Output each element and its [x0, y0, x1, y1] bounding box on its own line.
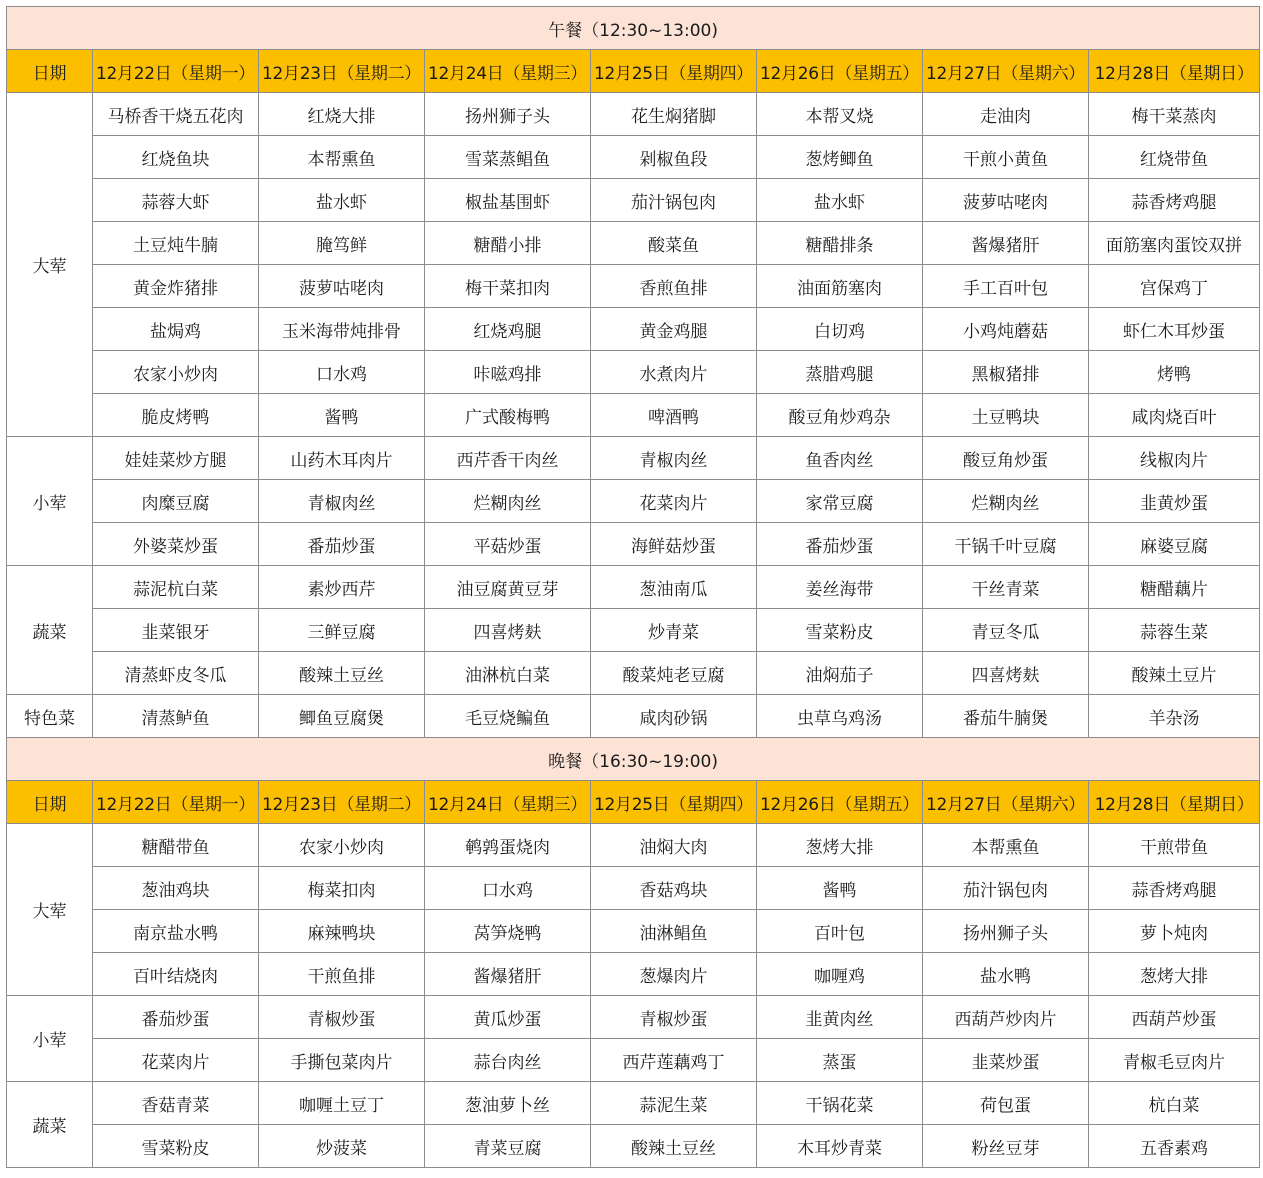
dish-cell: 油焖茄子 — [757, 652, 923, 695]
dish-cell: 酸辣土豆丝 — [259, 652, 425, 695]
menu-row — [7, 824, 1260, 867]
dish-cell: 西芹香干肉丝 — [425, 437, 591, 480]
dish-cell: 手撕包菜肉片 — [259, 1039, 425, 1082]
dish-cell: 番茄炒蛋 — [757, 523, 923, 566]
date-header-cell: 12月22日（星期一） — [93, 781, 259, 824]
dish-cell: 西葫芦炒肉片 — [923, 996, 1089, 1039]
dish-cell: 平菇炒蛋 — [425, 523, 591, 566]
dish-cell: 娃娃菜炒方腿 — [93, 437, 259, 480]
dish-cell: 黄金鸡腿 — [591, 308, 757, 351]
menu-row — [7, 996, 1260, 1039]
dish-cell: 椒盐基围虾 — [425, 179, 591, 222]
dish-cell: 咔嗞鸡排 — [425, 351, 591, 394]
category-label: 蔬菜 — [7, 1082, 93, 1168]
date-label: 日期 — [7, 50, 93, 93]
dish-cell: 糖醋排条 — [757, 222, 923, 265]
dish-cell: 水煮肉片 — [591, 351, 757, 394]
menu-row — [7, 523, 1260, 566]
category-label: 大荤 — [7, 93, 93, 437]
dish-cell: 黄瓜炒蛋 — [425, 996, 591, 1039]
date-header-cell: 12月27日（星期六） — [923, 50, 1089, 93]
dish-cell: 青菜豆腐 — [425, 1125, 591, 1168]
menu-row — [7, 1039, 1260, 1082]
dish-cell: 清蒸虾皮冬瓜 — [93, 652, 259, 695]
dinner-title: 晚餐（16:30~19:00) — [7, 738, 1260, 781]
dish-cell: 雪菜粉皮 — [757, 609, 923, 652]
dish-cell: 糖醋小排 — [425, 222, 591, 265]
dish-cell: 葱烤大排 — [1089, 953, 1260, 996]
dish-cell: 青椒肉丝 — [591, 437, 757, 480]
dish-cell: 小鸡炖蘑菇 — [923, 308, 1089, 351]
dish-cell: 清蒸鲈鱼 — [93, 695, 259, 738]
dish-cell: 黑椒猪排 — [923, 351, 1089, 394]
dish-cell: 花生焖猪脚 — [591, 93, 757, 136]
dish-cell: 手工百叶包 — [923, 265, 1089, 308]
dish-cell: 农家小炒肉 — [93, 351, 259, 394]
dish-cell: 酸豆角炒鸡杂 — [757, 394, 923, 437]
menu-row — [7, 652, 1260, 695]
dish-cell: 糖醋带鱼 — [93, 824, 259, 867]
dish-cell: 百叶包 — [757, 910, 923, 953]
dish-cell: 萝卜炖肉 — [1089, 910, 1260, 953]
dish-cell: 鱼香肉丝 — [757, 437, 923, 480]
lunch-title-row — [7, 7, 1260, 50]
date-header-cell: 12月22日（星期一） — [93, 50, 259, 93]
dish-cell: 咸肉烧百叶 — [1089, 394, 1260, 437]
date-header-cell: 12月26日（星期五） — [757, 50, 923, 93]
menu-row — [7, 394, 1260, 437]
menu-row — [7, 566, 1260, 609]
dish-cell: 青豆冬瓜 — [923, 609, 1089, 652]
dish-cell: 玉米海带炖排骨 — [259, 308, 425, 351]
lunch-title: 午餐（12:30~13:00) — [7, 7, 1260, 50]
dish-cell: 扬州狮子头 — [923, 910, 1089, 953]
dish-cell: 海鲜菇炒蛋 — [591, 523, 757, 566]
dish-cell: 咖喱鸡 — [757, 953, 923, 996]
menu-row — [7, 609, 1260, 652]
menu-row — [7, 136, 1260, 179]
dish-cell: 雪菜粉皮 — [93, 1125, 259, 1168]
menu-row — [7, 695, 1260, 738]
date-header-cell: 12月23日（星期二） — [259, 50, 425, 93]
dish-cell: 韭黄炒蛋 — [1089, 480, 1260, 523]
dish-cell: 宫保鸡丁 — [1089, 265, 1260, 308]
dish-cell: 鹌鹑蛋烧肉 — [425, 824, 591, 867]
dish-cell: 口水鸡 — [259, 351, 425, 394]
menu-row — [7, 265, 1260, 308]
dish-cell: 西葫芦炒蛋 — [1089, 996, 1260, 1039]
dish-cell: 外婆菜炒蛋 — [93, 523, 259, 566]
dish-cell: 盐焗鸡 — [93, 308, 259, 351]
menu-row — [7, 93, 1260, 136]
dish-cell: 番茄牛腩煲 — [923, 695, 1089, 738]
menu-row — [7, 953, 1260, 996]
menu-row — [7, 308, 1260, 351]
dish-cell: 红烧大排 — [259, 93, 425, 136]
lunch-date-header — [7, 50, 1260, 93]
dish-cell: 蒜蓉大虾 — [93, 179, 259, 222]
dish-cell: 酸豆角炒蛋 — [923, 437, 1089, 480]
dish-cell: 咸肉砂锅 — [591, 695, 757, 738]
dish-cell: 香菇鸡块 — [591, 867, 757, 910]
dish-cell: 南京盐水鸭 — [93, 910, 259, 953]
dish-cell: 酱鸭 — [757, 867, 923, 910]
dish-cell: 香菇青菜 — [93, 1082, 259, 1125]
date-header-cell: 12月28日（星期日） — [1089, 781, 1260, 824]
dish-cell: 花菜肉片 — [591, 480, 757, 523]
dish-cell: 蒜泥生菜 — [591, 1082, 757, 1125]
dish-cell: 梅干菜扣肉 — [425, 265, 591, 308]
dish-cell: 虫草乌鸡汤 — [757, 695, 923, 738]
menu-row — [7, 179, 1260, 222]
dish-cell: 酸辣土豆片 — [1089, 652, 1260, 695]
dish-cell: 葱烤大排 — [757, 824, 923, 867]
dish-cell: 番茄炒蛋 — [93, 996, 259, 1039]
dish-cell: 姜丝海带 — [757, 566, 923, 609]
dish-cell: 本帮熏鱼 — [923, 824, 1089, 867]
dish-cell: 线椒肉片 — [1089, 437, 1260, 480]
dish-cell: 糖醋藕片 — [1089, 566, 1260, 609]
dish-cell: 粉丝豆芽 — [923, 1125, 1089, 1168]
category-label: 小荤 — [7, 437, 93, 566]
dish-cell: 雪菜蒸鲳鱼 — [425, 136, 591, 179]
dish-cell: 青椒炒蛋 — [591, 996, 757, 1039]
dish-cell: 蒜泥杭白菜 — [93, 566, 259, 609]
category-label: 大荤 — [7, 824, 93, 996]
dish-cell: 红烧带鱼 — [1089, 136, 1260, 179]
dish-cell: 面筋塞肉蛋饺双拼 — [1089, 222, 1260, 265]
dish-cell: 蒜香烤鸡腿 — [1089, 867, 1260, 910]
date-header-cell: 12月28日（星期日） — [1089, 50, 1260, 93]
dish-cell: 韭菜银牙 — [93, 609, 259, 652]
dish-cell: 土豆炖牛腩 — [93, 222, 259, 265]
dish-cell: 油豆腐黄豆芽 — [425, 566, 591, 609]
date-header-cell: 12月24日（星期三） — [425, 781, 591, 824]
dish-cell: 茄汁锅包肉 — [923, 867, 1089, 910]
dish-cell: 梅菜扣肉 — [259, 867, 425, 910]
dish-cell: 山药木耳肉片 — [259, 437, 425, 480]
dish-cell: 腌笃鲜 — [259, 222, 425, 265]
menu-row — [7, 910, 1260, 953]
dish-cell: 百叶结烧肉 — [93, 953, 259, 996]
dish-cell: 五香素鸡 — [1089, 1125, 1260, 1168]
dish-cell: 花菜肉片 — [93, 1039, 259, 1082]
dish-cell: 蒸蛋 — [757, 1039, 923, 1082]
menu-body — [7, 7, 1260, 1168]
dish-cell: 麻婆豆腐 — [1089, 523, 1260, 566]
dish-cell: 毛豆烧鳊鱼 — [425, 695, 591, 738]
dish-cell: 荷包蛋 — [923, 1082, 1089, 1125]
dish-cell: 烤鸭 — [1089, 351, 1260, 394]
dish-cell: 三鲜豆腐 — [259, 609, 425, 652]
dish-cell: 蒜台肉丝 — [425, 1039, 591, 1082]
dish-cell: 干锅花菜 — [757, 1082, 923, 1125]
dish-cell: 蒸腊鸡腿 — [757, 351, 923, 394]
dish-cell: 炒青菜 — [591, 609, 757, 652]
dish-cell: 油淋鲳鱼 — [591, 910, 757, 953]
dish-cell: 葱油鸡块 — [93, 867, 259, 910]
dish-cell: 西芹莲藕鸡丁 — [591, 1039, 757, 1082]
dish-cell: 鲫鱼豆腐煲 — [259, 695, 425, 738]
menu-row — [7, 1082, 1260, 1125]
menu-row — [7, 867, 1260, 910]
dish-cell: 韭黄肉丝 — [757, 996, 923, 1039]
dish-cell: 酱爆猪肝 — [923, 222, 1089, 265]
dish-cell: 酸辣土豆丝 — [591, 1125, 757, 1168]
dish-cell: 青椒毛豆肉片 — [1089, 1039, 1260, 1082]
dish-cell: 炒菠菜 — [259, 1125, 425, 1168]
menu-row — [7, 480, 1260, 523]
dish-cell: 脆皮烤鸭 — [93, 394, 259, 437]
date-header-cell: 12月23日（星期二） — [259, 781, 425, 824]
dish-cell: 干煎鱼排 — [259, 953, 425, 996]
dish-cell: 葱烤鲫鱼 — [757, 136, 923, 179]
dish-cell: 盐水鸭 — [923, 953, 1089, 996]
dish-cell: 走油肉 — [923, 93, 1089, 136]
dish-cell: 菠萝咕咾肉 — [259, 265, 425, 308]
dish-cell: 本帮熏鱼 — [259, 136, 425, 179]
menu-row — [7, 351, 1260, 394]
menu-table — [6, 6, 1260, 1168]
dish-cell: 青椒肉丝 — [259, 480, 425, 523]
date-label: 日期 — [7, 781, 93, 824]
category-label: 蔬菜 — [7, 566, 93, 695]
dish-cell: 红烧鱼块 — [93, 136, 259, 179]
category-label: 小荤 — [7, 996, 93, 1082]
dish-cell: 虾仁木耳炒蛋 — [1089, 308, 1260, 351]
dish-cell: 麻辣鸭块 — [259, 910, 425, 953]
date-header-cell: 12月27日（星期六） — [923, 781, 1089, 824]
dish-cell: 蒜蓉生菜 — [1089, 609, 1260, 652]
dish-cell: 口水鸡 — [425, 867, 591, 910]
dinner-title-row — [7, 738, 1260, 781]
category-label: 特色菜 — [7, 695, 93, 738]
dish-cell: 青椒炒蛋 — [259, 996, 425, 1039]
dish-cell: 四喜烤麸 — [425, 609, 591, 652]
dish-cell: 羊杂汤 — [1089, 695, 1260, 738]
dish-cell: 梅干菜蒸肉 — [1089, 93, 1260, 136]
dish-cell: 干煎小黄鱼 — [923, 136, 1089, 179]
dish-cell: 酱爆猪肝 — [425, 953, 591, 996]
dish-cell: 油焖大肉 — [591, 824, 757, 867]
dish-cell: 红烧鸡腿 — [425, 308, 591, 351]
dish-cell: 马桥香干烧五花肉 — [93, 93, 259, 136]
dish-cell: 干丝青菜 — [923, 566, 1089, 609]
dish-cell: 油面筋塞肉 — [757, 265, 923, 308]
dish-cell: 酸菜炖老豆腐 — [591, 652, 757, 695]
menu-row — [7, 437, 1260, 480]
dish-cell: 咖喱土豆丁 — [259, 1082, 425, 1125]
dish-cell: 烂糊肉丝 — [425, 480, 591, 523]
dish-cell: 素炒西芹 — [259, 566, 425, 609]
dish-cell: 广式酸梅鸭 — [425, 394, 591, 437]
dish-cell: 韭菜炒蛋 — [923, 1039, 1089, 1082]
date-header-cell: 12月26日（星期五） — [757, 781, 923, 824]
dish-cell: 土豆鸭块 — [923, 394, 1089, 437]
dish-cell: 干锅千叶豆腐 — [923, 523, 1089, 566]
dish-cell: 酸菜鱼 — [591, 222, 757, 265]
dish-cell: 油淋杭白菜 — [425, 652, 591, 695]
dish-cell: 肉糜豆腐 — [93, 480, 259, 523]
dish-cell: 黄金炸猪排 — [93, 265, 259, 308]
dish-cell: 烂糊肉丝 — [923, 480, 1089, 523]
dish-cell: 莴笋烧鸭 — [425, 910, 591, 953]
menu-row — [7, 1125, 1260, 1168]
dish-cell: 家常豆腐 — [757, 480, 923, 523]
dish-cell: 干煎带鱼 — [1089, 824, 1260, 867]
dish-cell: 啤酒鸭 — [591, 394, 757, 437]
dish-cell: 本帮叉烧 — [757, 93, 923, 136]
dish-cell: 葱油南瓜 — [591, 566, 757, 609]
menu-row — [7, 222, 1260, 265]
dinner-date-header — [7, 781, 1260, 824]
dish-cell: 剁椒鱼段 — [591, 136, 757, 179]
dish-cell: 农家小炒肉 — [259, 824, 425, 867]
dish-cell: 番茄炒蛋 — [259, 523, 425, 566]
dish-cell: 盐水虾 — [757, 179, 923, 222]
dish-cell: 杭白菜 — [1089, 1082, 1260, 1125]
dish-cell: 扬州狮子头 — [425, 93, 591, 136]
date-header-cell: 12月24日（星期三） — [425, 50, 591, 93]
dish-cell: 香煎鱼排 — [591, 265, 757, 308]
date-header-cell: 12月25日（星期四） — [591, 50, 757, 93]
dish-cell: 酱鸭 — [259, 394, 425, 437]
dish-cell: 盐水虾 — [259, 179, 425, 222]
dish-cell: 四喜烤麸 — [923, 652, 1089, 695]
dish-cell: 蒜香烤鸡腿 — [1089, 179, 1260, 222]
dish-cell: 木耳炒青菜 — [757, 1125, 923, 1168]
dish-cell: 葱油萝卜丝 — [425, 1082, 591, 1125]
dish-cell: 茄汁锅包肉 — [591, 179, 757, 222]
dish-cell: 葱爆肉片 — [591, 953, 757, 996]
dish-cell: 白切鸡 — [757, 308, 923, 351]
dish-cell: 菠萝咕咾肉 — [923, 179, 1089, 222]
date-header-cell: 12月25日（星期四） — [591, 781, 757, 824]
